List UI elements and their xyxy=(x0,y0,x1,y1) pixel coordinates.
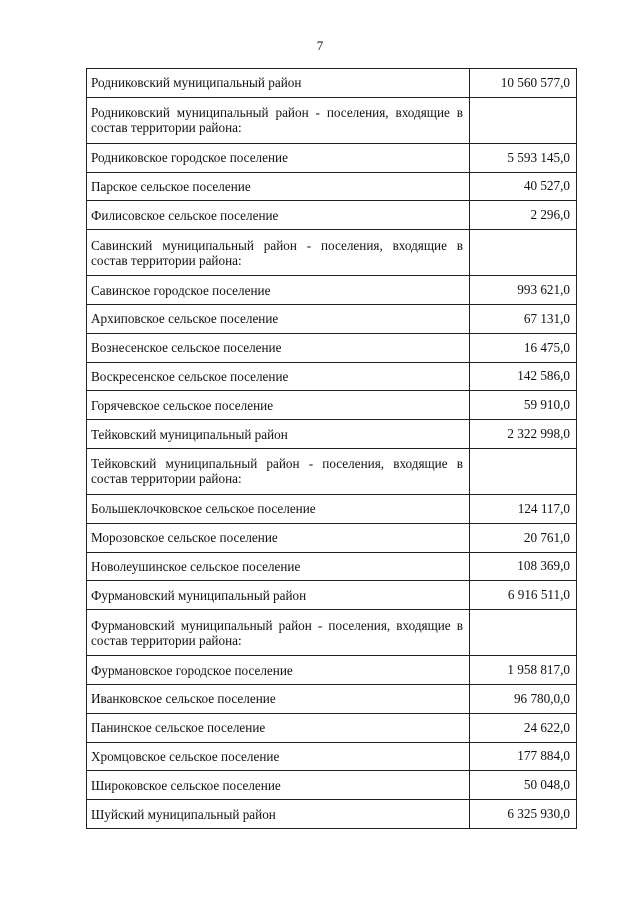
row-value: 177 884,0 xyxy=(470,742,577,771)
table-row xyxy=(87,391,577,420)
table-row xyxy=(87,97,577,143)
row-value: 2 322 998,0 xyxy=(470,420,577,449)
budget-allocation-table xyxy=(86,68,577,829)
row-value: 6 916 511,0 xyxy=(470,581,577,610)
row-value: 67 131,0 xyxy=(470,304,577,333)
row-value: 20 761,0 xyxy=(470,523,577,552)
row-name: Шуйский муниципальный район xyxy=(87,800,470,829)
row-name: Родниковский муниципальный район - поселения, входящие в состав территории района: xyxy=(87,97,470,143)
table-row xyxy=(87,333,577,362)
row-name: Архиповское сельское поселение xyxy=(87,304,470,333)
row-name: Хромцовское сельское поселение xyxy=(87,742,470,771)
table-row xyxy=(87,276,577,305)
row-value xyxy=(470,230,577,276)
row-value: 2 296,0 xyxy=(470,201,577,230)
row-name: Фурмановский муниципальный район xyxy=(87,581,470,610)
row-name: Парское сельское поселение xyxy=(87,172,470,201)
row-name: Фурмановский муниципальный район - поселения, входящие в состав территории района: xyxy=(87,610,470,656)
row-value: 142 586,0 xyxy=(470,362,577,391)
table-row xyxy=(87,742,577,771)
table-row xyxy=(87,201,577,230)
row-value xyxy=(470,610,577,656)
table-row xyxy=(87,713,577,742)
row-value: 6 325 930,0 xyxy=(470,800,577,829)
table-row xyxy=(87,684,577,713)
row-name: Большеклочковское сельское поселение xyxy=(87,494,470,523)
table-row xyxy=(87,304,577,333)
row-value: 59 910,0 xyxy=(470,391,577,420)
row-value: 16 475,0 xyxy=(470,333,577,362)
row-value xyxy=(470,448,577,494)
table-row xyxy=(87,69,577,98)
table-row xyxy=(87,362,577,391)
table-row xyxy=(87,771,577,800)
row-name: Широковское сельское поселение xyxy=(87,771,470,800)
table-row xyxy=(87,172,577,201)
table-row xyxy=(87,230,577,276)
row-name: Филисовское сельское поселение xyxy=(87,201,470,230)
table-row xyxy=(87,800,577,829)
row-value: 1 958 817,0 xyxy=(470,656,577,685)
row-name: Савинское городское поселение xyxy=(87,276,470,305)
row-name: Вознесенское сельское поселение xyxy=(87,333,470,362)
row-name: Родниковский муниципальный район xyxy=(87,69,470,98)
row-name: Новолеушинское сельское поселение xyxy=(87,552,470,581)
table-row xyxy=(87,656,577,685)
row-name: Тейковский муниципальный район xyxy=(87,420,470,449)
row-name: Родниковское городское поселение xyxy=(87,143,470,172)
row-name: Иванковское сельское поселение xyxy=(87,684,470,713)
table-row xyxy=(87,610,577,656)
row-value: 108 369,0 xyxy=(470,552,577,581)
table-row xyxy=(87,420,577,449)
row-value: 10 560 577,0 xyxy=(470,69,577,98)
table-row xyxy=(87,552,577,581)
row-name: Савинский муниципальный район - поселения, входящие в состав территории района: xyxy=(87,230,470,276)
row-name: Морозовское сельское поселение xyxy=(87,523,470,552)
row-value: 5 593 145,0 xyxy=(470,143,577,172)
row-value: 96 780,0,0 xyxy=(470,684,577,713)
row-value: 993 621,0 xyxy=(470,276,577,305)
table-row xyxy=(87,494,577,523)
table-row xyxy=(87,581,577,610)
row-value: 24 622,0 xyxy=(470,713,577,742)
row-name: Фурмановское городское поселение xyxy=(87,656,470,685)
row-value: 50 048,0 xyxy=(470,771,577,800)
row-name: Панинское сельское поселение xyxy=(87,713,470,742)
row-name: Горячевское сельское поселение xyxy=(87,391,470,420)
page-number: 7 xyxy=(316,38,324,53)
table-row xyxy=(87,143,577,172)
row-value: 40 527,0 xyxy=(470,172,577,201)
row-name: Тейковский муниципальный район - поселения, входящие в состав территории района: xyxy=(87,448,470,494)
table-row xyxy=(87,448,577,494)
row-value xyxy=(470,97,577,143)
table-row xyxy=(87,523,577,552)
row-value: 124 117,0 xyxy=(470,494,577,523)
row-name: Воскресенское сельское поселение xyxy=(87,362,470,391)
